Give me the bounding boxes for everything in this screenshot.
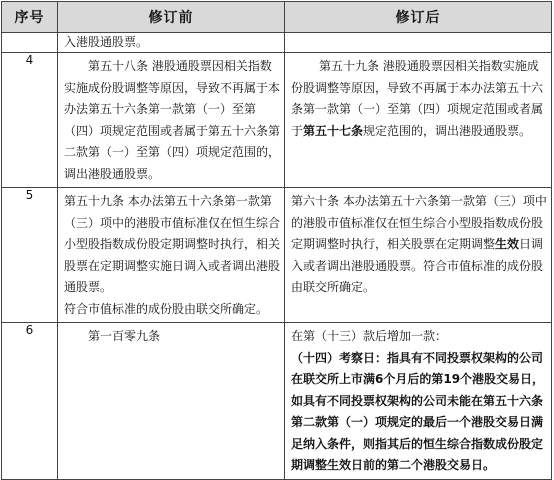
after-text: [291, 191, 547, 299]
before-text: 入港股通股票。: [64, 35, 149, 49]
after-text-part: 第五十九条 港股通股票因相关指数实施成份股调整等原因，导致不再属于本办法第五十六条第一款第（一）至第（四）项规定范围或者属于: [291, 59, 544, 138]
after-text-changed: 生效: [495, 237, 520, 251]
table-row: [2, 33, 552, 53]
row-number: 6: [2, 323, 58, 480]
after-cell: [285, 188, 552, 323]
after-text-part: 日调入或者调出港股通股票。符合市值标准的成份股由联交所确定。: [291, 237, 544, 294]
after-text: 在第（十三）款后增加一款：: [291, 329, 448, 343]
before-text: 第五十八条 港股通股票因相关指数实施成份股调整等原因，导致不再属于本办法第五十六条第一款第（一）至第（四）项规定范围或者属于第五十六条第二款第（一）至第（四）项规定范围的，调出港股通股票。: [64, 59, 281, 181]
before-cell: [58, 53, 285, 188]
after-cell: [285, 323, 552, 480]
before-text: 第一百零九条: [88, 329, 161, 343]
revision-comparison-table: [1, 1, 552, 480]
header-no: 序号: [2, 2, 58, 33]
table-header-row: [2, 2, 552, 33]
table-row: [2, 188, 552, 323]
before-cell: [58, 323, 285, 480]
after-cell: [285, 53, 552, 188]
before-cell: [58, 33, 285, 53]
header-after: 修订后: [285, 2, 552, 33]
after-text-part: 第六十条 本办法第五十六条第一款第（三）项中的港股市值标准仅在恒生综合小型股指数成份股定期调整时执行，相关股票在定期调整: [291, 194, 547, 251]
after-text-part: 规定范围的，调出港股通股票。: [363, 123, 532, 138]
header-before: 修订前: [58, 2, 285, 33]
after-text-changed: 第五十七条: [303, 123, 364, 138]
before-cell: [58, 188, 285, 323]
before-text: 符合市值标准的成份股由联交所确定。: [64, 301, 269, 316]
after-text-added-clause: （十四）考察日：指具有不同投票权架构的公司在联交所上市满6个月后的第19个港股交易日，如具有不同投票权架构的公司未能在第五十六条第二款第（一）项规定的最后一个港股交易日满足纳入条件，则指其后的恒生综合指数成份股定期调整生效日前的第二个港股交易日。: [291, 350, 545, 472]
before-text: 第五十九条 本办法第五十六条第一款第（三）项中的港股市值标准仅在恒生综合小型股指数成份股定期调整时执行，相关股票在定期调整实施日调入或者调出港股通股票。: [64, 194, 281, 294]
after-text: [291, 56, 547, 142]
table-row: [2, 53, 552, 188]
table-row: [2, 323, 552, 480]
row-number: 4: [2, 53, 58, 188]
row-number: [2, 33, 58, 53]
after-cell: [285, 33, 552, 53]
row-number: 5: [2, 188, 58, 323]
